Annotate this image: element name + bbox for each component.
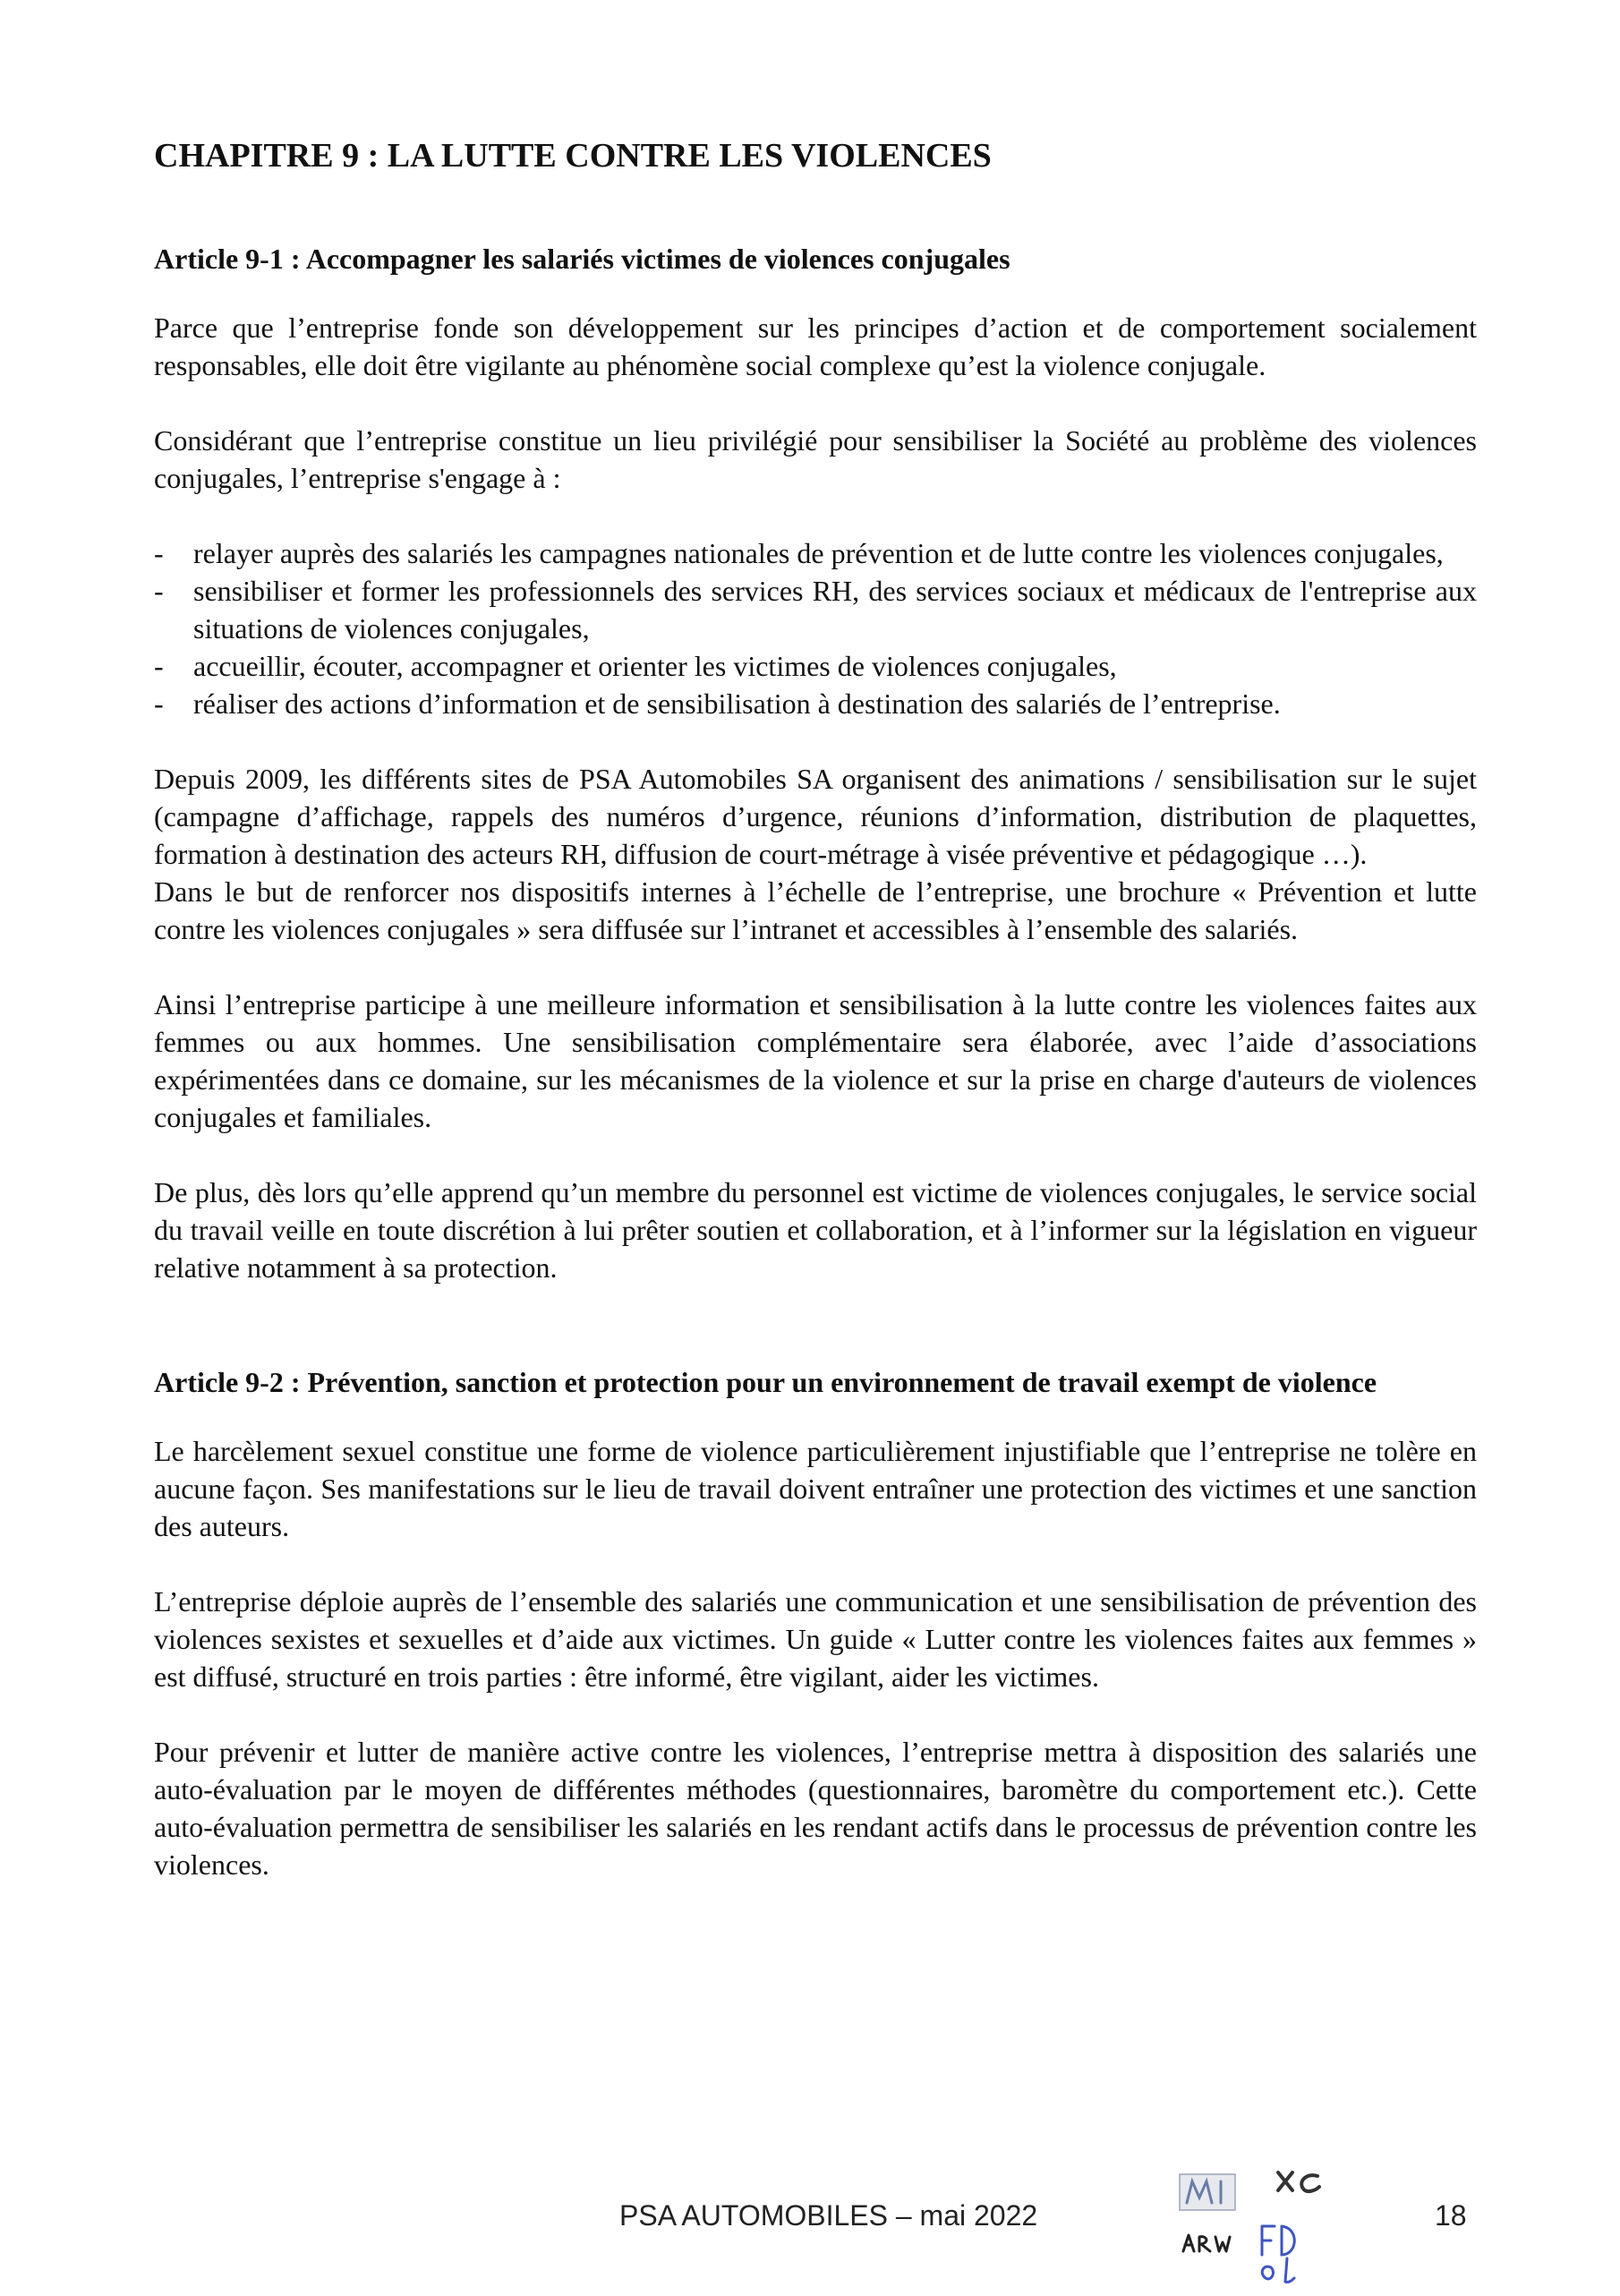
paragraph: Pour prévenir et lutter de manière active contre les violences, l’entreprise mettra à disposition des salariés une auto-évaluation par le moyen de différentes méthodes (questionnaires, baromètre du comportement etc.). Cette auto-évaluation permettra de sensibiliser les salariés en les rendant actifs dans le processus de prévention contre les violences. — [154, 1736, 1477, 1881]
list-item — [154, 647, 1477, 685]
page-number: 18 — [1435, 2199, 1467, 2232]
chapter-title: CHAPITRE 9 : LA LUTTE CONTRE LES VIOLENCES — [154, 137, 992, 175]
paragraph: Ainsi l’entreprise participe à une meilleure information et sensibilisation à la lutte contre les violences faites aux femmes ou aux hommes. Une sensibilisation complémentaire sera élaborée, avec l’aide d’associations expérimentées dans ce domaine, sur les mécanismes de la violence et sur la prise en charge d'auteurs de violences conjugales et familiales. — [154, 988, 1477, 1133]
paragraph: Considérant que l’entreprise constitue un lieu privilégié pour sensibiliser la Société au problème des violences conjugales, l’entreprise s'engage à : — [154, 424, 1477, 494]
article-title: Article 9-1 : Accompagner les salariés victimes de violences conjugales — [154, 243, 1010, 275]
dash-bullet-icon: - — [154, 650, 164, 682]
list-item-text: réaliser des actions d’information et de sensibilisation à destination des salariés de l’entreprise. — [193, 687, 1281, 720]
dash-bullet-icon: - — [154, 687, 164, 720]
dash-bullet-icon: - — [154, 575, 164, 607]
paragraph: De plus, dès lors qu’elle apprend qu’un membre du personnel est victime de violences conjugales, le service social du travail veille en toute discrétion à lui prêter soutien et collaboration, et à l’informer sur la législation en vigueur relative notamment à sa protection. — [154, 1176, 1477, 1284]
paragraph: L’entreprise déploie auprès de l’ensemble des salariés une communication et une sensibilisation de prévention des violences sexistes et sexuelles et d’aide aux victimes. Un guide « Lutter contre les violences faites aux femmes » est diffusé, structuré en trois parties : être informé, être vigilant, aider les victimes. — [154, 1585, 1477, 1693]
list-item-text: relayer auprès des salariés les campagnes nationales de prévention et de lutte contre les violences conjugales, — [193, 537, 1444, 569]
paragraph: Parce que l’entreprise fonde son développement sur les principes d’action et de comportement socialement responsables, elle doit être vigilante au phénomène social complexe qu’est la violence conjugale. — [154, 312, 1477, 381]
page-footer — [0, 2189, 1620, 2269]
article-title: Article 9-2 : Prévention, sanction et protection pour un environnement de travail exempt de violence — [154, 1366, 1377, 1398]
article-9-1 — [154, 240, 1477, 1286]
list-item — [154, 685, 1477, 722]
document-page — [154, 134, 1477, 1921]
section-spacer — [154, 1324, 1477, 1363]
paragraph: Dans le but de renforcer nos dispositifs internes à l’échelle de l’entreprise, une brochure « Prévention et lutte contre les violences conjugales » sera diffusée sur l’intranet et accessibles à l’ensemble des salariés. — [154, 875, 1477, 945]
paragraph: Depuis 2009, les différents sites de PSA Automobiles SA organisent des animations / sensibilisation sur le sujet (campagne d’affichage, rappels des numéros d’urgence, réunions d’information, distribution de plaquettes, formation à destination des acteurs RH, diffusion de court-métrage à visée préventive et pédagogique …). — [154, 763, 1477, 870]
list-item-text: accueillir, écouter, accompagner et orienter les victimes de violences conjugales, — [193, 650, 1117, 682]
footer-text: PSA AUTOMOBILES – mai 2022 — [619, 2199, 1038, 2232]
commitments-list — [154, 534, 1477, 722]
handwritten-initials-signature — [1172, 2162, 1378, 2296]
list-item-text: sensibiliser et former les professionnels des services RH, des services sociaux et médicaux de l'entreprise aux situations de violences conjugales, — [193, 575, 1477, 644]
paragraph: Le harcèlement sexuel constitue une forme de violence particulièrement injustifiable que l’entreprise ne tolère en aucune façon. Ses manifestations sur le lieu de travail doivent entraîner une protection des victimes et une sanction des auteurs. — [154, 1435, 1477, 1542]
list-item — [154, 572, 1477, 647]
article-9-2 — [154, 1363, 1477, 1883]
dash-bullet-icon: - — [154, 537, 164, 569]
list-item — [154, 534, 1477, 572]
